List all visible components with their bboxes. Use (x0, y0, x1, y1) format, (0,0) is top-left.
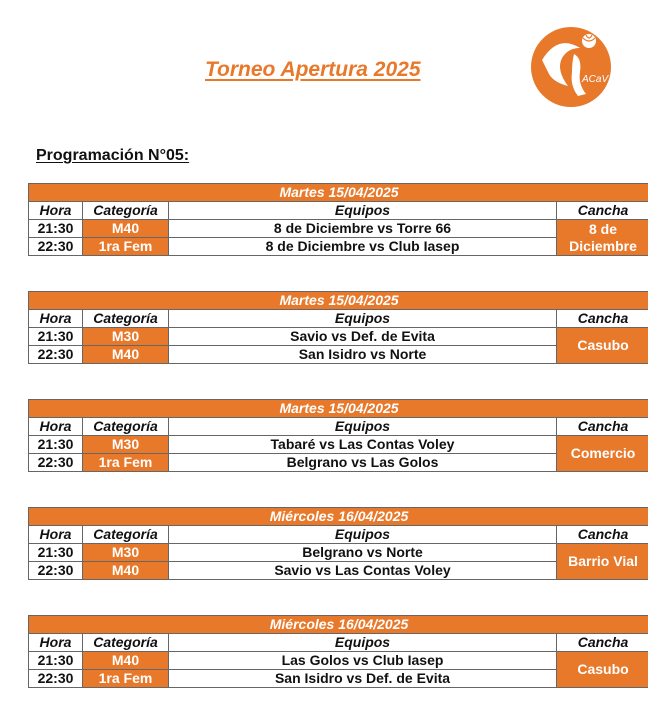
match-teams: Savio vs Def. de Evita (169, 328, 557, 346)
match-teams: Las Golos vs Club Iasep (169, 652, 557, 670)
match-row (29, 220, 648, 238)
match-category: M40 (83, 220, 169, 238)
match-row (29, 652, 648, 670)
match-category: M30 (83, 328, 169, 346)
cancha-header: Cancha (557, 634, 648, 652)
match-category: M40 (83, 346, 169, 364)
date-row (29, 400, 648, 418)
match-time: 21:30 (29, 544, 83, 562)
date-header: Martes 15/04/2025 (29, 292, 648, 310)
match-teams: 8 de Diciembre vs Club Iasep (169, 238, 557, 256)
date-row (29, 292, 648, 310)
match-teams: Belgrano vs Las Golos (169, 454, 557, 472)
match-category: 1ra Fem (83, 238, 169, 256)
match-time: 21:30 (29, 652, 83, 670)
hora-header: Hora (29, 418, 83, 436)
acav-logo (528, 24, 614, 110)
categoria-header: Categoría (83, 634, 169, 652)
match-time: 21:30 (29, 436, 83, 454)
equipos-header: Equipos (169, 310, 557, 328)
categoria-header: Categoría (83, 526, 169, 544)
date-header: Miércoles 16/04/2025 (29, 616, 648, 634)
match-time: 22:30 (29, 562, 83, 580)
date-header: Martes 15/04/2025 (29, 184, 648, 202)
venue-cell: Casubo (557, 328, 648, 364)
venue-cell: Barrio Vial (557, 544, 648, 580)
hora-header: Hora (29, 202, 83, 220)
match-category: M30 (83, 436, 169, 454)
schedule-table (28, 183, 648, 256)
schedule-table (28, 615, 648, 688)
hora-header: Hora (29, 526, 83, 544)
hora-header: Hora (29, 634, 83, 652)
venue-cell: Casubo (557, 652, 648, 688)
match-row (29, 544, 648, 562)
logo-text: ACaV (582, 74, 609, 85)
match-time: 21:30 (29, 328, 83, 346)
match-time: 22:30 (29, 346, 83, 364)
venue-cell: Comercio (557, 436, 648, 472)
date-row (29, 184, 648, 202)
match-time: 22:30 (29, 454, 83, 472)
categoria-header: Categoría (83, 418, 169, 436)
header-row (29, 418, 648, 436)
match-row (29, 328, 648, 346)
cancha-header: Cancha (557, 526, 648, 544)
date-header: Martes 15/04/2025 (29, 400, 648, 418)
match-teams: Savio vs Las Contas Voley (169, 562, 557, 580)
cancha-header: Cancha (557, 310, 648, 328)
programacion-title: Programación N°05: (36, 147, 190, 164)
categoria-header: Categoría (83, 310, 169, 328)
equipos-header: Equipos (169, 418, 557, 436)
match-time: 22:30 (29, 238, 83, 256)
date-row (29, 508, 648, 526)
match-row (29, 436, 648, 454)
schedule-table (28, 291, 648, 364)
cancha-header: Cancha (557, 202, 648, 220)
venue-cell: 8 de Diciembre (557, 220, 648, 256)
cancha-header: Cancha (557, 418, 648, 436)
header-row (29, 202, 648, 220)
equipos-header: Equipos (169, 634, 557, 652)
match-teams: San Isidro vs Norte (169, 346, 557, 364)
match-time: 21:30 (29, 220, 83, 238)
equipos-header: Equipos (169, 202, 557, 220)
match-category: 1ra Fem (83, 670, 169, 688)
match-teams: Belgrano vs Norte (169, 544, 557, 562)
hora-header: Hora (29, 310, 83, 328)
match-category: M30 (83, 544, 169, 562)
match-row (29, 238, 648, 256)
schedule-table (28, 399, 648, 472)
header-row (29, 310, 648, 328)
equipos-header: Equipos (169, 526, 557, 544)
date-row (29, 616, 648, 634)
schedule-table (28, 507, 648, 580)
match-category: M40 (83, 652, 169, 670)
match-time: 22:30 (29, 670, 83, 688)
match-row (29, 454, 648, 472)
page-title: Torneo Apertura 2025 (205, 58, 421, 81)
match-row (29, 670, 648, 688)
match-row (29, 562, 648, 580)
header-row (29, 634, 648, 652)
match-category: 1ra Fem (83, 454, 169, 472)
date-header: Miércoles 16/04/2025 (29, 508, 648, 526)
match-teams: San Isidro vs Def. de Evita (169, 670, 557, 688)
header-row (29, 526, 648, 544)
match-row (29, 346, 648, 364)
categoria-header: Categoría (83, 202, 169, 220)
match-teams: 8 de Diciembre vs Torre 66 (169, 220, 557, 238)
match-category: M40 (83, 562, 169, 580)
match-teams: Tabaré vs Las Contas Voley (169, 436, 557, 454)
